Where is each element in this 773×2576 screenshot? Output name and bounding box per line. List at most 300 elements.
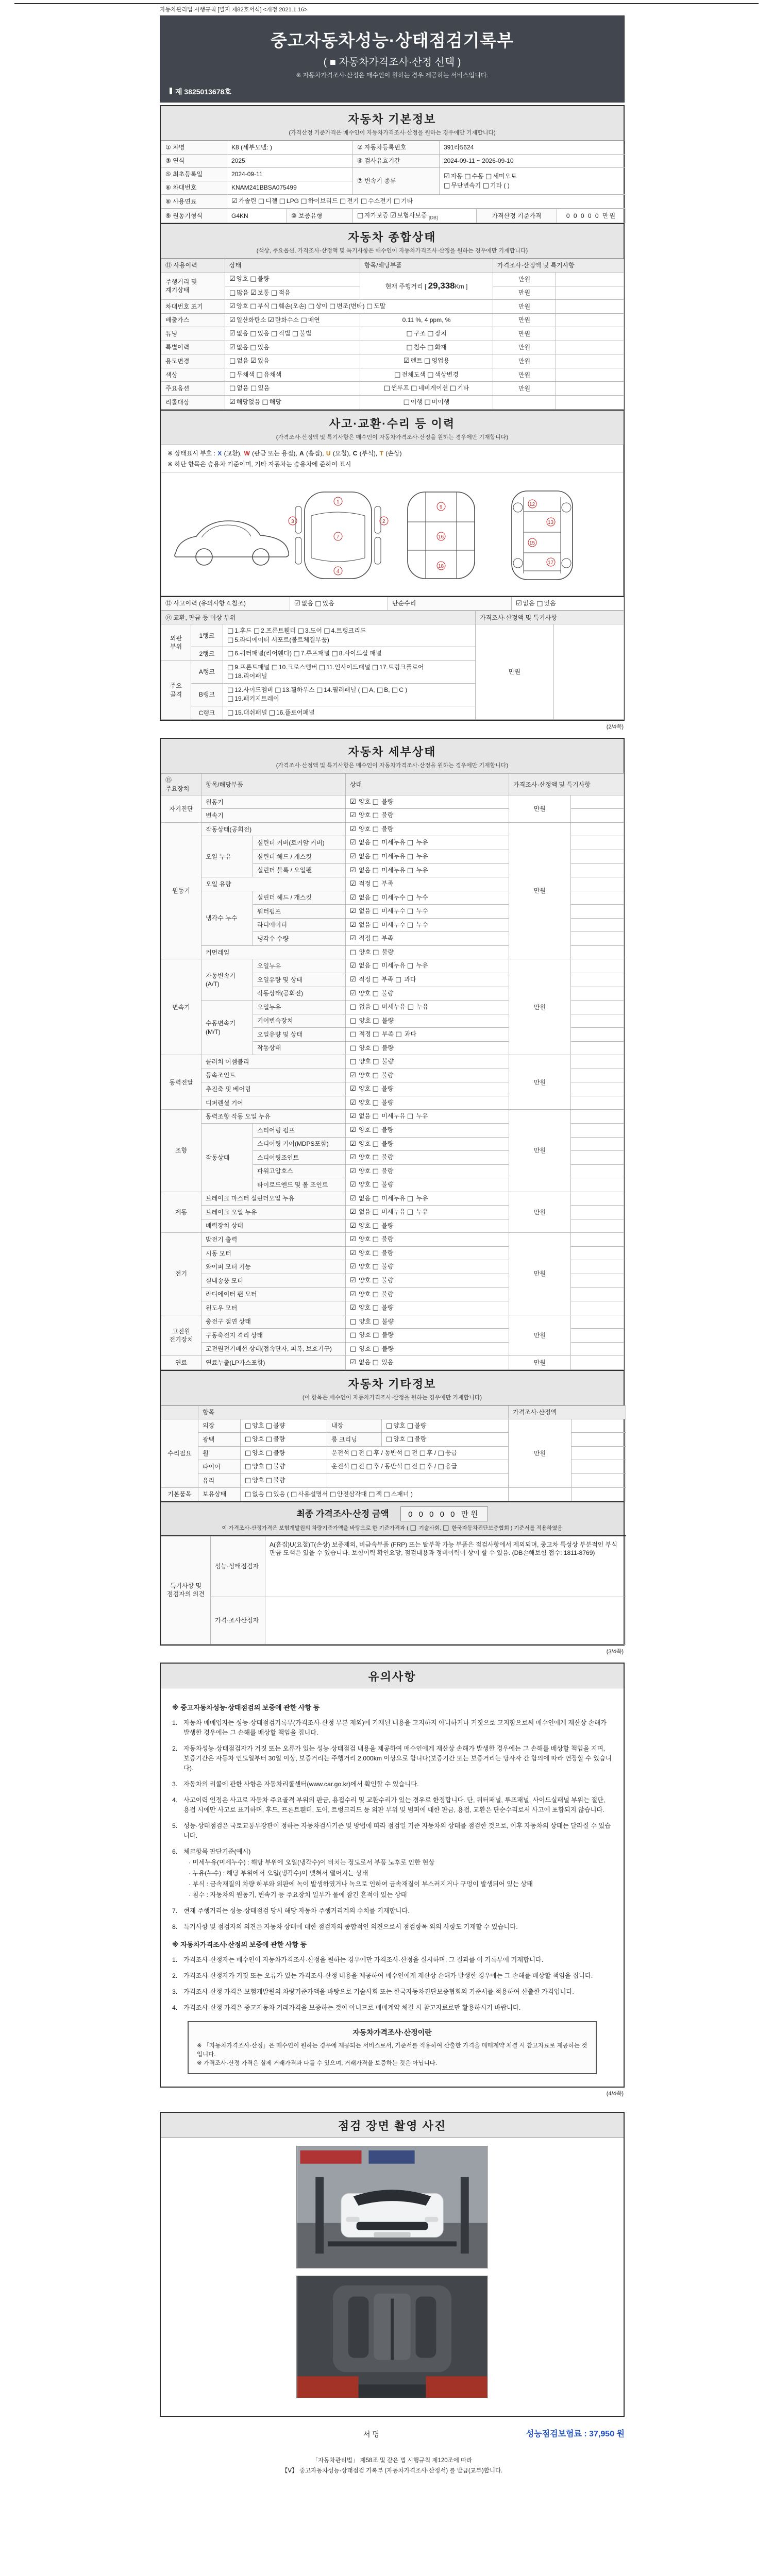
- checkbox-checked[interactable]: ☑: [350, 921, 356, 929]
- checkbox-checked[interactable]: ☑: [350, 1181, 356, 1189]
- checkbox-unchecked[interactable]: □: [372, 1276, 379, 1284]
- accident-subtitle: (가격조사·산정액 및 특기사항은 매수인이 자동차가격조사·산정을 원하는 경우에만 기재합니다): [276, 434, 509, 440]
- table-row: ⑥ 차대번호 KNAM241BBSA075499: [161, 181, 625, 195]
- checkbox-unchecked[interactable]: □: [372, 839, 379, 847]
- device-group-label: 원동기: [161, 822, 201, 959]
- checkbox-checked[interactable]: ☑: [350, 975, 356, 984]
- checkbox-unchecked[interactable]: □: [275, 686, 281, 694]
- checkbox-unchecked[interactable]: □: [372, 962, 379, 970]
- checkbox-unchecked[interactable]: □: [293, 650, 300, 658]
- checkbox-unchecked[interactable]: □: [427, 370, 434, 379]
- checkbox-unchecked[interactable]: □: [407, 1208, 414, 1216]
- checkbox-checked[interactable]: ☑: [350, 989, 356, 997]
- checkbox-unchecked[interactable]: □: [427, 330, 434, 338]
- checkbox-unchecked[interactable]: □: [482, 181, 489, 190]
- checkbox-unchecked[interactable]: □: [376, 686, 383, 694]
- checkbox-unchecked[interactable]: □: [245, 1435, 251, 1444]
- checkbox-unchecked[interactable]: □: [350, 1044, 357, 1052]
- checkbox-unchecked[interactable]: □: [407, 866, 414, 874]
- checkbox-unchecked[interactable]: □: [383, 1490, 390, 1498]
- checkbox-checked[interactable]: ☑: [229, 316, 236, 324]
- checkbox-unchecked[interactable]: □: [427, 343, 434, 351]
- checkbox-unchecked[interactable]: □: [318, 663, 326, 671]
- checkbox-checked[interactable]: ☑: [350, 1194, 356, 1202]
- table-row: 냉각수 누수 실린더 헤드 / 개스킷 ☑ 없음 □ 미세누수 □ 누수: [161, 891, 624, 905]
- checkbox-unchecked[interactable]: □: [297, 627, 304, 635]
- checkbox-unchecked[interactable]: □: [372, 1126, 379, 1134]
- checkbox-unchecked[interactable]: □: [372, 1112, 379, 1121]
- checkbox-checked[interactable]: ☑: [350, 1071, 356, 1079]
- signature-label: 서명: [363, 2430, 382, 2439]
- checkbox-unchecked[interactable]: □: [350, 1016, 357, 1025]
- checkbox-unchecked[interactable]: □: [407, 962, 414, 970]
- checkbox-unchecked[interactable]: □: [268, 708, 275, 717]
- checkbox-checked[interactable]: ☑: [390, 211, 396, 219]
- checkbox-unchecked[interactable]: □: [393, 197, 400, 205]
- table-row: 냉각수 수량 ☑ 적정 □ 부족: [161, 932, 624, 946]
- comprehensive-table: [161, 259, 624, 409]
- table-row: 오일 누유 실린더 커버(로커암 커버) ☑ 없음 □ 미세누유 □ 누유: [161, 836, 624, 850]
- table-row: 파워고압호스 ☑ 양호 □ 불량: [161, 1164, 624, 1178]
- checkbox-unchecked[interactable]: □: [372, 1235, 379, 1244]
- checkbox-unchecked[interactable]: □: [407, 1421, 414, 1430]
- checkbox-unchecked[interactable]: □: [245, 1490, 251, 1498]
- checkbox-checked[interactable]: ☑: [267, 316, 274, 324]
- checkbox-checked[interactable]: ☑: [350, 962, 356, 970]
- status-mark-legend: ※ 상태표시 부호 : X (교환), W (판금 또는 용접), A (흠집), U (요철), C (부식), T (손상): [167, 449, 402, 457]
- diagram-part-numbers: [289, 497, 555, 575]
- etc-subtitle: (이 항목은 매수인이 자동차가격조사·산정을 원하는 경우에만 기재합니다): [302, 1394, 482, 1401]
- checkbox-unchecked[interactable]: □: [372, 811, 379, 820]
- checkbox-unchecked[interactable]: □: [449, 384, 457, 393]
- checkbox-unchecked[interactable]: □: [424, 398, 431, 406]
- photo-band: [161, 2113, 624, 2138]
- table-row: 색상 □ 무채색 □ 유채색 □ 전체도색 □ 색상변경 만원: [161, 368, 624, 382]
- checkbox-checked[interactable]: ☑: [350, 1167, 356, 1175]
- checkbox-unchecked[interactable]: □: [300, 316, 307, 324]
- checkbox-unchecked[interactable]: □: [331, 650, 338, 658]
- basic-info-subtitle: (가격산정 기준가격은 매수인이 자동차가격조사·산정을 원하는 경우에만 기재합니다): [289, 130, 496, 136]
- checkbox-checked[interactable]: ☑: [250, 289, 257, 297]
- detail-title: 자동차 세부상태: [348, 745, 436, 759]
- checkbox-unchecked[interactable]: □: [250, 343, 257, 351]
- table-row: 가격·조사산정자: [161, 1597, 626, 1644]
- checkbox-unchecked[interactable]: □: [366, 1463, 373, 1471]
- table-row: ⑧ 사용연료 ☑ 가솔린 □ 디젤 □ LPG □ 하이브리드 □ 전기 □ 수소전기 □ 기타: [161, 195, 625, 209]
- checkbox-checked[interactable]: ☑: [294, 599, 300, 607]
- table-row: C랭크 □ 15.대쉬패널 □ 16.플로어패널: [161, 706, 624, 720]
- document-number: 제 3825013678호: [170, 87, 615, 97]
- table-row: 오일유량 및 상태 ☑ 적정 □ 부족 □ 과다: [161, 973, 624, 987]
- checkbox-unchecked[interactable]: □: [329, 302, 336, 311]
- checkbox-unchecked[interactable]: □: [253, 627, 260, 635]
- table-row: 제동 브레이크 마스터 실린더오일 누유 ☑ 없음 □ 미세누유 □ 누유 만원: [161, 1192, 624, 1206]
- checkbox-unchecked[interactable]: □: [373, 948, 379, 956]
- checkbox-checked[interactable]: ☑: [350, 1098, 356, 1107]
- notice-item: 8. 특기사항 및 점검자의 의견은 자동차 상태에 대한 점검자의 종합적인 의견으로서 점검항목 외의 사항도 기재할 수 있습니다.: [172, 1923, 518, 1931]
- checkbox-checked[interactable]: ☑: [350, 880, 356, 888]
- checkbox-checked[interactable]: ☑: [350, 839, 356, 847]
- checkbox-unchecked[interactable]: □: [227, 695, 234, 703]
- checkbox-unchecked[interactable]: □: [372, 1167, 379, 1175]
- checkbox-unchecked[interactable]: □: [357, 211, 364, 219]
- checkbox-checked[interactable]: ☑: [350, 1208, 356, 1216]
- checkbox-unchecked[interactable]: □: [443, 1524, 449, 1532]
- basic-info-title: 자동차 기본정보: [348, 113, 436, 126]
- table-row: 브레이크 오일 누유 ☑ 없음 □ 미세누유 □ 누유: [161, 1206, 624, 1219]
- accident-legend: [161, 445, 624, 472]
- checkbox-unchecked[interactable]: □: [373, 1044, 379, 1052]
- checkbox-unchecked[interactable]: □: [279, 197, 285, 205]
- table-row: 기어변속장치 □ 양호 □ 불량: [161, 1014, 624, 1028]
- checkbox-unchecked[interactable]: □: [464, 172, 471, 180]
- checkbox-unchecked[interactable]: □: [227, 708, 234, 717]
- checkbox-checked[interactable]: ☑: [350, 1276, 356, 1284]
- current-mileage: 현재 주행거리 [ 29,338Km ]: [360, 273, 493, 300]
- checkbox-unchecked[interactable]: □: [410, 1524, 416, 1532]
- etc-table-wrap: [161, 1405, 624, 1501]
- checkbox-unchecked[interactable]: □: [229, 357, 236, 365]
- checkbox-unchecked[interactable]: □: [372, 1154, 379, 1162]
- checkbox-unchecked[interactable]: □: [411, 384, 417, 393]
- checkbox-unchecked[interactable]: □: [339, 197, 346, 205]
- checkbox-checked[interactable]: ☑: [350, 1140, 356, 1148]
- checkbox-unchecked[interactable]: □: [351, 1463, 358, 1471]
- checkbox-unchecked[interactable]: □: [395, 1030, 402, 1039]
- checkbox-unchecked[interactable]: □: [386, 1435, 393, 1444]
- checkbox-unchecked[interactable]: □: [406, 343, 413, 351]
- checkbox-checked[interactable]: ☑: [350, 1359, 356, 1367]
- checkbox-unchecked[interactable]: □: [407, 1435, 414, 1444]
- checkbox-unchecked[interactable]: □: [351, 1449, 358, 1457]
- checkbox-unchecked[interactable]: □: [350, 948, 357, 956]
- checkbox-unchecked[interactable]: □: [372, 1085, 379, 1093]
- table-row: 타이로드엔드 및 볼 조인트 ☑ 양호 □ 불량: [161, 1178, 624, 1192]
- table-row: 주요옵션 □ 없음 □ 있음 □ 썬루프 □ 네비게이션 □ 기타 만원: [161, 382, 624, 396]
- checkbox-checked[interactable]: ☑: [350, 1154, 356, 1162]
- checkbox-unchecked[interactable]: □: [300, 197, 307, 205]
- checkbox-unchecked[interactable]: □: [361, 686, 368, 694]
- checkbox-unchecked[interactable]: □: [265, 1477, 273, 1484]
- checkbox-unchecked[interactable]: □: [316, 686, 323, 694]
- checkbox-unchecked[interactable]: □: [290, 1490, 297, 1498]
- document-header: [160, 15, 625, 103]
- table-header-row: ⑭ 교환, 판금 등 이상 부위 가격조사·산정액 및 특기사항: [161, 611, 624, 624]
- checkbox-unchecked[interactable]: □: [227, 663, 234, 671]
- checkbox-unchecked[interactable]: □: [372, 798, 379, 806]
- opinions-table-wrap: [161, 1535, 624, 1645]
- checkbox-checked[interactable]: ☑: [350, 1126, 356, 1134]
- checkbox-unchecked[interactable]: □: [372, 1359, 379, 1367]
- checkbox-unchecked[interactable]: □: [407, 1112, 414, 1121]
- checkbox-unchecked[interactable]: □: [438, 1449, 444, 1457]
- checkbox-unchecked[interactable]: □: [262, 398, 268, 406]
- table-row: ⑨ 원동기형식 G4KN ⑩ 보증유형 □ 자가보증 ☑ 보험사보증 $_{[DB]}$ 가격산정 기준가격 0 0 0 0 0 만원: [161, 209, 626, 223]
- checkbox-unchecked[interactable]: □: [373, 1331, 379, 1340]
- checkbox-unchecked[interactable]: □: [227, 627, 234, 635]
- checkbox-unchecked[interactable]: □: [229, 370, 236, 379]
- checkbox-unchecked[interactable]: □: [229, 289, 236, 297]
- status-mark-A: A: [299, 449, 304, 457]
- table-row: 전기 발전기 출력 ☑ 양호 □ 불량 만원: [161, 1233, 624, 1247]
- checkbox-unchecked[interactable]: □: [350, 1030, 357, 1039]
- emission-values: 0.11 %, 4 ppm, %: [360, 313, 493, 327]
- checkbox-unchecked[interactable]: □: [372, 825, 379, 833]
- checkbox-unchecked[interactable]: □: [256, 370, 263, 379]
- checkbox-unchecked[interactable]: □: [350, 1003, 357, 1011]
- checkbox-unchecked[interactable]: □: [407, 893, 414, 902]
- checkbox-unchecked[interactable]: □: [350, 1345, 357, 1353]
- checkbox-unchecked[interactable]: □: [360, 197, 367, 205]
- checkbox-checked[interactable]: ☑: [444, 172, 450, 180]
- checkbox-checked[interactable]: ☑: [350, 1290, 356, 1298]
- checkbox-unchecked[interactable]: □: [227, 686, 234, 694]
- table-row: 와이퍼 모터 기능 ☑ 양호 □ 불량: [161, 1260, 624, 1274]
- checkbox-unchecked[interactable]: □: [407, 853, 414, 861]
- checkbox-unchecked[interactable]: □: [372, 1140, 379, 1148]
- checkbox-checked[interactable]: ☑: [350, 935, 356, 943]
- checkbox-unchecked[interactable]: □: [419, 1449, 426, 1457]
- checkbox-checked[interactable]: ☑: [350, 1235, 356, 1244]
- checkbox-unchecked[interactable]: □: [407, 1003, 414, 1011]
- accident-history-wrap: [161, 596, 624, 611]
- checkbox-unchecked[interactable]: □: [350, 1317, 357, 1326]
- opinions-table: [161, 1535, 626, 1645]
- etc-band: [161, 1370, 624, 1405]
- accident-band: [161, 410, 624, 445]
- checkbox-unchecked[interactable]: □: [404, 1463, 411, 1471]
- table-row: 특기사항 및 점검자의 의견 성능·상태점검자 A(흠집)U(요철)T(손상) 보증제외, 비금속부품 (FRP) 또는 탈부착 가능 부품은 점검사항에서 제외되며, 중고차 특성상 부분적인 부식 판금 도색은 있을 수 있습니다. 보험이력 확인요망, 점검내용과 정비이력이 상이 할 수 있음. (DB손해보험 접수: 1811-8769): [161, 1536, 626, 1597]
- device-group-label: 자기진단: [161, 795, 201, 822]
- checkbox-checked[interactable]: ☑: [403, 357, 410, 365]
- checkbox-unchecked[interactable]: □: [386, 1421, 393, 1430]
- table-row: 윈도우 모터 ☑ 양호 □ 불량: [161, 1301, 624, 1315]
- table-row: 실내송풍 모터 ☑ 양호 □ 불량: [161, 1274, 624, 1287]
- checkbox-checked[interactable]: ☑: [250, 357, 257, 365]
- exchange-table: [161, 611, 624, 720]
- checkbox-unchecked[interactable]: □: [250, 384, 257, 393]
- checkbox-unchecked[interactable]: □: [245, 1477, 251, 1484]
- table-row: 차대번호 표기 ☑ 양호 □ 부식 □ 훼손(오손) □ 상이 □ 변조(변타) □ 도말 만원: [161, 300, 624, 314]
- checkbox-unchecked[interactable]: □: [372, 1249, 379, 1257]
- checkbox-unchecked[interactable]: □: [250, 302, 257, 311]
- checkbox-unchecked[interactable]: □: [229, 384, 236, 393]
- checkbox-unchecked[interactable]: □: [372, 853, 379, 861]
- checkbox-unchecked[interactable]: □: [250, 275, 257, 283]
- svg-text:2: 2: [382, 518, 385, 524]
- notice-section2-title: ※ 자동차가격조사·산정의 보증에 관한 사항 등: [172, 1940, 307, 1948]
- checkbox-checked[interactable]: ☑: [350, 1085, 356, 1093]
- checkbox-unchecked[interactable]: □: [372, 921, 379, 929]
- checkbox-unchecked[interactable]: □: [372, 1098, 379, 1107]
- checkbox-unchecked[interactable]: □: [407, 839, 414, 847]
- checkbox-unchecked[interactable]: □: [350, 1331, 357, 1340]
- comprehensive-table-wrap: [161, 259, 624, 409]
- checkbox-unchecked[interactable]: □: [227, 650, 234, 658]
- checkbox-checked[interactable]: ☑: [350, 1263, 356, 1271]
- checkbox-unchecked[interactable]: □: [406, 330, 413, 338]
- checkbox-unchecked[interactable]: □: [271, 302, 278, 311]
- notice-body: [161, 1688, 624, 2087]
- checkbox-unchecked[interactable]: □: [372, 1222, 379, 1230]
- checkbox-unchecked[interactable]: □: [265, 1421, 273, 1430]
- checkbox-checked[interactable]: ☑: [231, 197, 238, 205]
- checkbox-unchecked[interactable]: □: [227, 672, 234, 681]
- checkbox-unchecked[interactable]: □: [329, 1490, 336, 1498]
- svg-text:12: 12: [529, 501, 535, 507]
- page-top-rule: [14, 3, 759, 4]
- warranty-provider: [DB]: [428, 214, 438, 220]
- page-marker-2: (2/4쪽): [606, 724, 624, 731]
- checkbox-unchecked[interactable]: □: [372, 866, 379, 874]
- checkbox-unchecked[interactable]: □: [372, 1071, 379, 1079]
- checkbox-unchecked[interactable]: □: [315, 599, 322, 607]
- checkbox-unchecked[interactable]: □: [372, 1290, 379, 1298]
- checkbox-unchecked[interactable]: □: [372, 907, 379, 916]
- sheet-1: [160, 105, 625, 721]
- accident-history-table: [161, 596, 624, 611]
- table-row: 변속기 ☑ 양호 □ 불량: [161, 809, 624, 823]
- notice-item: 6. 체크항목 판단기준(예시) · 미세누유(미세누수) : 해당 부위에 오일(냉각수)이 비치는 정도로서 부품 노후로 인한 현상 · 누유(누수) : 해당 부위에서 오일(냉각수)이 맺혀서 떨어지는 상태 · 부식 : 금속재질의 차량 하부와 외판에 녹이 발생하였거나 녹으로 인하여 금속재질이 부스러지거나 구멍이 발생되어 있는 상태 · 침수 : 자동차의 원동기, 변속기 등 주요장치 일부가 물에 잠긴 흔적이 있는 상태: [172, 1848, 533, 1899]
- table-row: 수리필요 외장 □ 양호 □ 불량 내장 □ 양호 □ 불량 만원: [161, 1419, 626, 1433]
- status-mark-C: C: [352, 449, 358, 457]
- checkbox-unchecked[interactable]: □: [391, 686, 398, 694]
- checkbox-unchecked[interactable]: □: [245, 1421, 251, 1430]
- final-price-value: 0 0 0 0 0 만원: [400, 1506, 488, 1521]
- checkbox-unchecked[interactable]: □: [407, 1194, 414, 1202]
- checkbox-checked[interactable]: ☑: [350, 1222, 356, 1230]
- checkbox-unchecked[interactable]: □: [271, 330, 278, 338]
- checkbox-unchecked[interactable]: □: [372, 989, 379, 997]
- page-marker-3: (3/4쪽): [606, 1648, 624, 1655]
- checkbox-unchecked[interactable]: □: [373, 1058, 379, 1066]
- checkbox-unchecked[interactable]: □: [372, 1263, 379, 1271]
- table-row: 스티어링조인트 ☑ 양호 □ 불량: [161, 1151, 624, 1165]
- checkbox-unchecked[interactable]: □: [265, 1490, 273, 1498]
- table-row: 조향 동력조향 작동 오일 누유 ☑ 없음 □ 미세누유 □ 누유 만원: [161, 1110, 624, 1124]
- checkbox-unchecked[interactable]: □: [258, 197, 265, 205]
- checkbox-checked[interactable]: ☑: [229, 275, 236, 283]
- checkbox-unchecked[interactable]: □: [250, 330, 257, 338]
- checkbox-unchecked[interactable]: □: [350, 1058, 357, 1066]
- table-row: 연료 연료누출(LP가스포함) ☑ 없음 □ 있음 만원: [161, 1356, 624, 1370]
- checkbox-unchecked[interactable]: □: [372, 935, 379, 943]
- table-row: 실린더 블록 / 오일팬 ☑ 없음 □ 미세누유 □ 누유: [161, 863, 624, 877]
- checkbox-checked[interactable]: ☑: [229, 330, 236, 338]
- svg-text:4: 4: [337, 568, 340, 574]
- checkbox-unchecked[interactable]: □: [403, 398, 410, 406]
- checkbox-unchecked[interactable]: □: [373, 1317, 379, 1326]
- svg-text:3: 3: [291, 518, 294, 524]
- checkbox-unchecked[interactable]: □: [485, 172, 492, 180]
- checkbox-checked[interactable]: ☑: [350, 825, 356, 833]
- checkbox-unchecked[interactable]: □: [366, 302, 373, 311]
- checkbox-unchecked[interactable]: □: [383, 384, 391, 393]
- checkbox-unchecked[interactable]: □: [372, 1304, 379, 1312]
- checkbox-unchecked[interactable]: □: [372, 1208, 379, 1216]
- checkbox-unchecked[interactable]: □: [394, 370, 401, 379]
- page-marker-4: (4/4쪽): [606, 2091, 624, 2097]
- appraiser-opinion: [265, 1597, 626, 1644]
- checkbox-unchecked[interactable]: □: [372, 975, 379, 984]
- checkbox-unchecked[interactable]: □: [438, 1463, 444, 1471]
- footer-line-1: 「자동차관리법」 제58조 및 같은 법 시행규칙 제120조에 따라: [312, 2458, 473, 2464]
- notice-sheet: [160, 1663, 625, 2088]
- checkbox-unchecked[interactable]: □: [404, 1449, 411, 1457]
- checkbox-unchecked[interactable]: □: [372, 1181, 379, 1189]
- checkbox-checked[interactable]: ☑: [350, 798, 356, 806]
- checkbox-unchecked[interactable]: □: [444, 181, 450, 190]
- checkbox-unchecked[interactable]: □: [407, 921, 414, 929]
- checkbox-unchecked[interactable]: □: [419, 1463, 426, 1471]
- svg-text:9: 9: [440, 504, 443, 510]
- checkbox-checked[interactable]: ☑: [350, 853, 356, 861]
- checkbox-unchecked[interactable]: □: [372, 880, 379, 888]
- checkbox-checked[interactable]: ☑: [229, 343, 236, 351]
- checkbox-unchecked[interactable]: □: [265, 1449, 273, 1457]
- detail-band: [161, 739, 624, 773]
- svg-text:16: 16: [438, 534, 444, 540]
- notice-item: 5. 성능·상태점검은 국토교통부장관이 정하는 자동차검사기준 및 방법에 따라 점검일 기준 자동차의 상태를 점검한 것으로, 이후 자동차의 상태는 달라질 수 있습니다.: [172, 1822, 611, 1840]
- checkbox-checked[interactable]: ☑: [229, 302, 236, 311]
- svg-text:18: 18: [438, 563, 444, 569]
- checkbox-checked[interactable]: ☑: [350, 1304, 356, 1312]
- checkbox-checked[interactable]: ☑: [350, 1112, 356, 1121]
- checkbox-unchecked[interactable]: □: [292, 330, 299, 338]
- checkbox-unchecked[interactable]: □: [373, 1345, 379, 1353]
- checkbox-unchecked[interactable]: □: [368, 1490, 375, 1498]
- checkbox-unchecked[interactable]: □: [373, 1030, 379, 1039]
- checkbox-unchecked[interactable]: □: [271, 663, 278, 671]
- checkbox-checked[interactable]: ☑: [350, 907, 356, 916]
- checkbox-unchecked[interactable]: □: [372, 893, 379, 902]
- checkbox-unchecked[interactable]: □: [245, 1449, 251, 1457]
- checkbox-unchecked[interactable]: □: [271, 289, 278, 297]
- checkbox-checked[interactable]: ☑: [229, 398, 236, 406]
- checkbox-checked[interactable]: ☑: [350, 893, 356, 902]
- checkbox-unchecked[interactable]: □: [372, 1194, 379, 1202]
- checkbox-unchecked[interactable]: □: [373, 1003, 379, 1011]
- table-row: 오일 유량 ☑ 적정 □ 부족: [161, 877, 624, 891]
- checkbox-unchecked[interactable]: □: [265, 1435, 273, 1444]
- notice-item: 7. 현재 주행거리는 성능·상태점검 당시 해당 자동차 주행거리계의 수치를 기재합니다.: [172, 1907, 410, 1915]
- table-row: 작동상태(공회전) ☑ 양호 □ 불량: [161, 987, 624, 1001]
- checkbox-unchecked[interactable]: □: [424, 357, 431, 365]
- checkbox-unchecked[interactable]: □: [366, 1449, 373, 1457]
- checkbox-checked[interactable]: ☑: [516, 599, 522, 607]
- checkbox-unchecked[interactable]: □: [308, 302, 315, 311]
- comprehensive-subtitle: (색상, 주요옵션, 가격조사·산정액 및 특기사항은 매수인이 자동차가격조사·산정을 원하는 경우에만 기재합니다): [256, 248, 528, 255]
- notice-item: 1. 자동차 매매업자는 성능·상태점검기록부(가격조사·산정 부분 제외)에 기재된 내용을 고지하지 아니하거나 거짓으로 고지함으로써 매수인에게 재산상 손해가 발생한 경우에는 그 손해를 배상할 책임을 집니다.: [172, 1719, 607, 1736]
- checkbox-unchecked[interactable]: □: [536, 599, 543, 607]
- checkbox-unchecked[interactable]: □: [265, 1463, 273, 1471]
- docno-bullet-icon: [170, 88, 172, 94]
- checkbox-unchecked[interactable]: □: [227, 636, 234, 644]
- notice-item: 2. 자동차성능·상태점검자가 거짓 또는 오류가 있는 성능·상태점검 내용을 제공하여 매수인에게 재산상 손해가 발생한 경우에는 그 손해를 배상할 책임을 지며, 보증기간은 자동차 인도일부터 30일 이상, 보증거리는 주행거리 2,000km 이상으로 합니다(보증기간 또는 보증거리는 당사자 간 합의에 따라 연장할 수 있습니다).: [172, 1744, 612, 1772]
- checkbox-unchecked[interactable]: □: [245, 1463, 251, 1471]
- checkbox-unchecked[interactable]: □: [373, 1016, 379, 1025]
- checkbox-checked[interactable]: ☑: [350, 1249, 356, 1257]
- checkbox-unchecked[interactable]: □: [407, 907, 414, 916]
- checkbox-unchecked[interactable]: □: [395, 975, 401, 984]
- checkbox-checked[interactable]: ☑: [350, 866, 356, 874]
- checkbox-unchecked[interactable]: □: [324, 627, 330, 635]
- table-row: 고전원 전기장치 충전구 절연 상태 □ 양호 □ 불량 만원: [161, 1315, 624, 1329]
- checkbox-checked[interactable]: ☑: [350, 811, 356, 820]
- table-row: 스티어링 기어(MDPS포함) ☑ 양호 □ 불량: [161, 1137, 624, 1151]
- checkbox-unchecked[interactable]: □: [372, 663, 379, 671]
- table-row: 배출가스 ☑ 일산화탄소 ☑ 탄화수소 □ 매연 0.11 %, 4 ppm, % 만원: [161, 313, 624, 327]
